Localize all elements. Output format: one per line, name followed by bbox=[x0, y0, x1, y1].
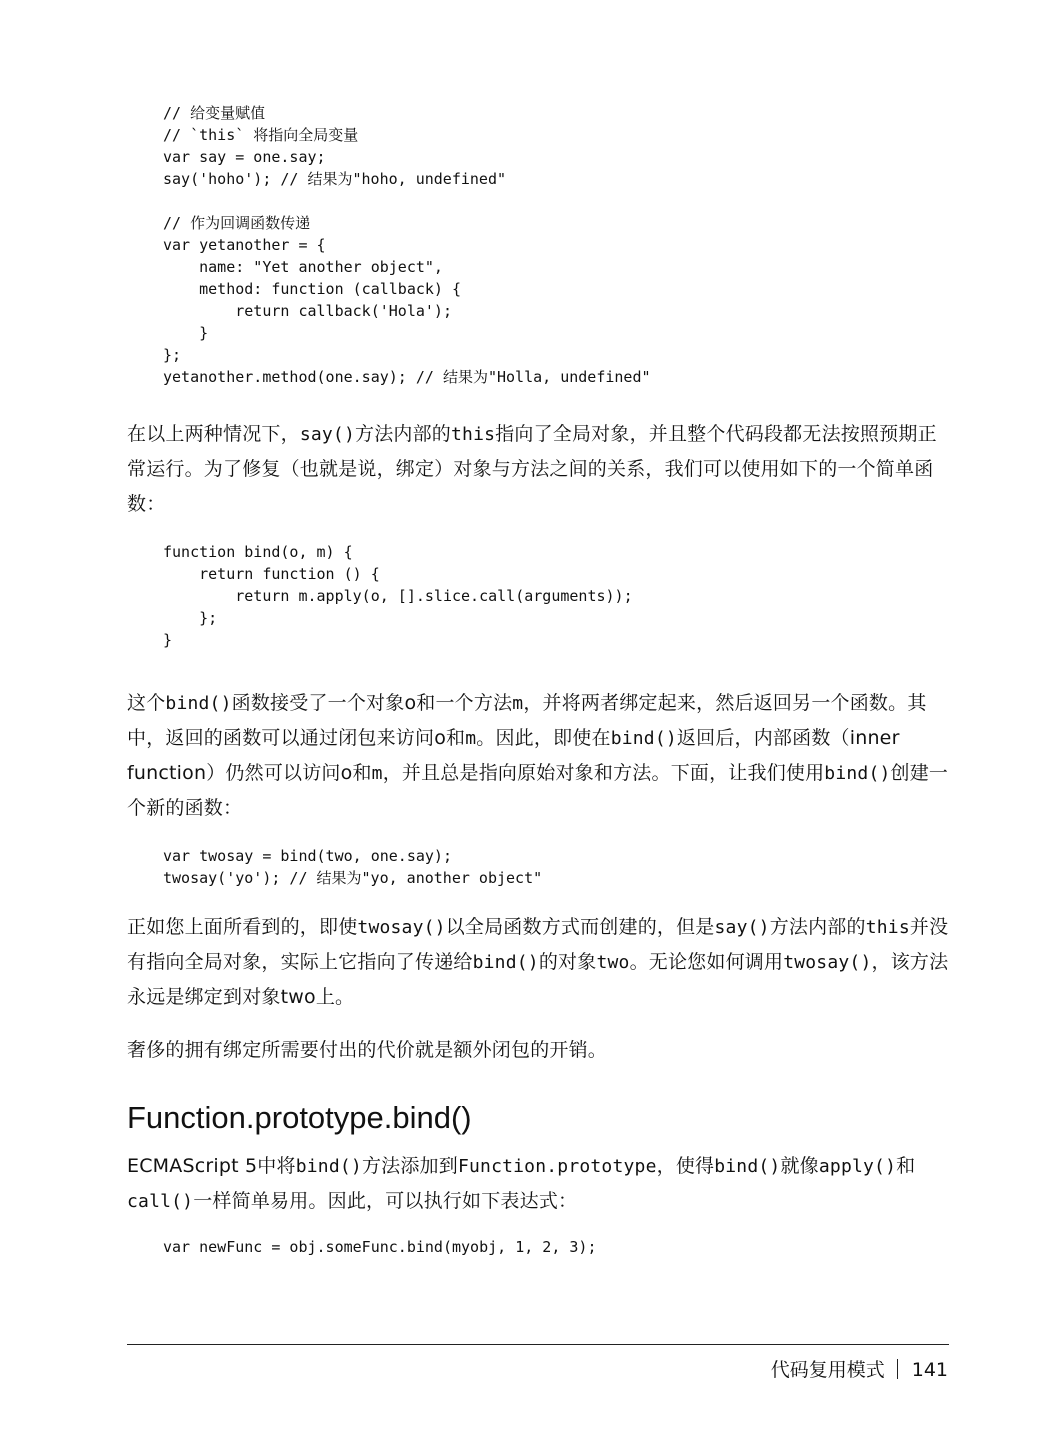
code-line: return callback('Hola'); bbox=[163, 302, 452, 320]
page-number: 141 bbox=[911, 1359, 948, 1381]
text-segment: ，并且总是指向原始对象和方法。下面，让我们使用 bbox=[382, 762, 825, 784]
text-segment: 以全局函数方式而创建的，但是 bbox=[445, 916, 715, 938]
code-line bbox=[163, 190, 651, 212]
inline-code: say() bbox=[299, 424, 355, 445]
text-segment: 。无论您如何调用 bbox=[629, 951, 784, 973]
inline-code: say() bbox=[714, 917, 770, 938]
code-line: var yetanother = { bbox=[163, 236, 326, 254]
inline-code: twosay() bbox=[357, 917, 446, 938]
inline-code: two bbox=[596, 952, 630, 973]
code-line: name: "Yet another object", bbox=[163, 258, 443, 276]
text-segment: 方法添加到 bbox=[361, 1155, 458, 1177]
code-line: }; bbox=[163, 609, 218, 627]
text-segment: 创建一个新的函数： bbox=[127, 762, 949, 819]
code-line: twosay('yo'); // 结果为"yo, another object" bbox=[163, 869, 543, 887]
paragraph-4 bbox=[127, 1033, 949, 1068]
paragraph-1 bbox=[127, 417, 949, 522]
code-block-4 bbox=[163, 1236, 596, 1258]
text-segment: ECMAScript 5中将 bbox=[127, 1155, 296, 1177]
code-line: // 给变量赋值 bbox=[163, 104, 266, 122]
inline-code: this bbox=[865, 917, 910, 938]
inline-code: bind() bbox=[714, 1156, 781, 1177]
text-segment: 并没有指向全局对象，实际上它指向了传递给 bbox=[127, 916, 949, 973]
text-segment: 。因此，即使在 bbox=[476, 727, 611, 749]
code-line: var say = one.say; bbox=[163, 148, 326, 166]
inline-code: Function.prototype bbox=[457, 1156, 657, 1177]
text-segment: ，使得 bbox=[656, 1155, 715, 1177]
code-line: } bbox=[163, 324, 209, 342]
footer-separator bbox=[897, 1359, 898, 1379]
page-footer bbox=[771, 1356, 948, 1384]
text-segment: 一样简单易用。因此，可以执行如下表达式： bbox=[193, 1190, 578, 1212]
text-segment: 指向了全局对象，并且整个代码段都无法按照预期正常运行。为了修复（也就是说，绑定）对象与方法之间的关系，我们可以使用如下的一个简单函数： bbox=[127, 423, 937, 515]
code-block-3 bbox=[163, 845, 542, 889]
inline-code: bind() bbox=[610, 728, 677, 749]
inline-code: call() bbox=[127, 1191, 194, 1212]
inline-code: m bbox=[371, 763, 383, 784]
text-segment: 方法内部的 bbox=[355, 423, 452, 445]
inline-code: bind() bbox=[165, 693, 232, 714]
code-line: }; bbox=[163, 346, 182, 364]
code-block-1 bbox=[163, 102, 651, 388]
inline-code: twosay() bbox=[783, 952, 872, 973]
text-segment: 这个 bbox=[127, 692, 166, 714]
text-segment: 方法内部的 bbox=[769, 916, 866, 938]
code-line: return function () { bbox=[163, 565, 380, 583]
text-segment: 返回后，内部函数（inner function）仍然可以访问o和 bbox=[127, 727, 900, 784]
code-line: return m.apply(o, [].slice.call(arguments)); bbox=[163, 587, 633, 605]
code-line: function bind(o, m) { bbox=[163, 543, 353, 561]
text-segment: 在以上两种情况下， bbox=[127, 423, 300, 445]
code-line: yetanother.method(one.say); // 结果为"Holla, undefined" bbox=[163, 368, 651, 386]
text-segment: 的对象 bbox=[538, 951, 597, 973]
text-segment: 函数接受了一个对象o和一个方法 bbox=[231, 692, 513, 714]
text-segment: 奢侈的拥有绑定所需要付出的代价就是额外闭包的开销。 bbox=[127, 1039, 608, 1061]
chapter-title: 代码复用模式 bbox=[770, 1359, 885, 1381]
footer-divider bbox=[127, 1344, 949, 1345]
inline-code: m bbox=[465, 728, 477, 749]
text-segment: ，并将两者绑定起来，然后返回另一个函数。其中，返回的函数可以通过闭包来访问o和 bbox=[127, 692, 927, 749]
inline-code: bind() bbox=[472, 952, 539, 973]
code-line: say('hoho'); // 结果为"hoho, undefined" bbox=[163, 170, 507, 188]
code-line: // `this` 将指向全局变量 bbox=[163, 126, 359, 144]
inline-code: apply() bbox=[818, 1156, 897, 1177]
inline-code: m bbox=[512, 693, 524, 714]
text-segment: 正如您上面所看到的，即使 bbox=[127, 916, 358, 938]
text-segment: 和 bbox=[896, 1155, 916, 1177]
code-line: } bbox=[163, 631, 173, 649]
inline-code: bind() bbox=[824, 763, 891, 784]
text-segment: ，该方法永远是绑定到对象two上。 bbox=[127, 951, 949, 1008]
code-line: var twosay = bind(two, one.say); bbox=[163, 847, 452, 865]
code-line: method: function (callback) { bbox=[163, 280, 462, 298]
paragraph-3 bbox=[127, 910, 949, 1015]
code-line: var newFunc = obj.someFunc.bind(myobj, 1, 2, 3); bbox=[163, 1238, 597, 1256]
code-line: // 作为回调函数传递 bbox=[163, 214, 311, 232]
text-segment: 就像 bbox=[780, 1155, 819, 1177]
inline-code: this bbox=[451, 424, 496, 445]
code-block-2 bbox=[163, 541, 633, 651]
section-heading: Function.prototype.bind() bbox=[127, 1100, 472, 1135]
paragraph-2 bbox=[127, 686, 949, 826]
paragraph-5 bbox=[127, 1149, 949, 1219]
inline-code: bind() bbox=[295, 1156, 362, 1177]
